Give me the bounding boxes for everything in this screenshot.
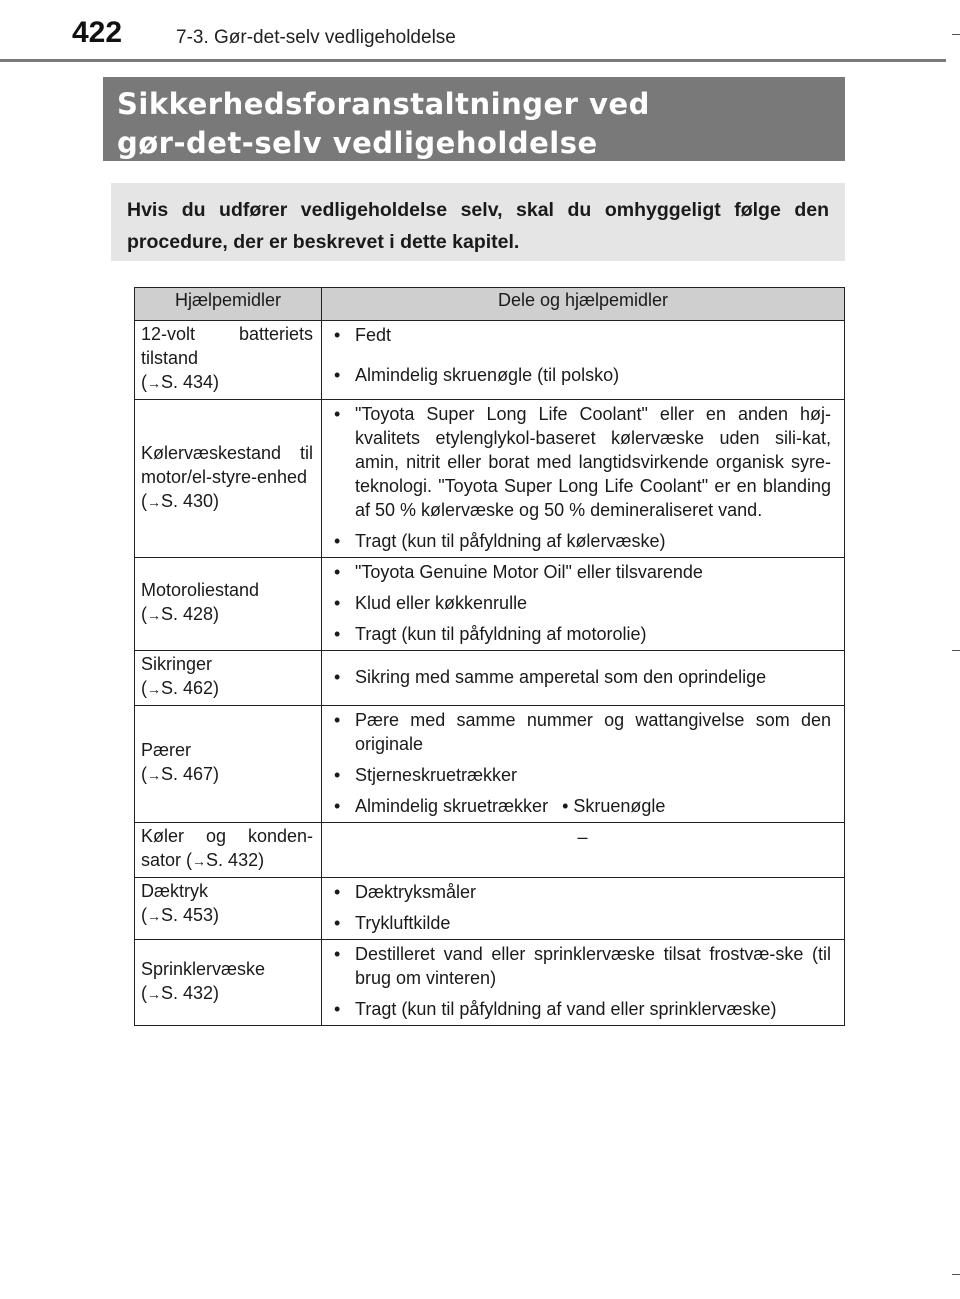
list-item: • Fedt [334,323,831,347]
page-number: 422 [72,16,123,49]
list-item: • Almindelig skruenøgle (til polsko) [334,363,831,387]
row-name: 12-volt batteriets tilstand [141,324,313,368]
page-title [103,77,845,161]
list-item: • Destilleret vand eller sprinklervæske tilsat frostvæ-ske (til brug om vinteren) [334,942,831,990]
crop-mark [952,650,960,651]
arrow-icon: → [147,681,161,697]
row-name: Motoroliestand [141,580,260,600]
arrow-icon: → [192,853,207,869]
list-item: • Tragt (kun til påfyldning af motorolie) [334,622,831,646]
list-item: • Almindelig skruetrækker • Skruenøgle [334,794,831,818]
table-row [135,823,845,878]
inline-bullet: • [562,796,569,816]
list-item: • "Toyota Genuine Motor Oil" eller tilsvarende [334,560,831,584]
row-name: Kølervæskestand til motor/el-styre-enhed [141,442,313,487]
row-name: Dæktryk [141,881,208,901]
table-row [135,558,845,651]
list-item: • Tragt (kun til påfyldning af vand eller sprinklervæske) [334,997,831,1021]
list-item: • Pære med samme nummer og wattangivelse som den originale [334,708,831,756]
arrow-icon: → [147,493,161,510]
page-reference: (→S. 430) [141,490,220,511]
arrow-icon: → [147,375,161,391]
list-item-inline: Skruenøgle [573,796,666,816]
row-items-cell [322,651,845,706]
page-title-line-2: gør-det-selv vedligeholdelse [117,126,598,160]
table-row [135,878,845,940]
row-items-cell [322,400,845,558]
page-reference: (→S. 432) [141,982,220,1003]
list-item: • Tragt (kun til påfyldning af kølervæske) [334,529,831,553]
row-items-cell [322,558,845,651]
table-row [135,400,845,558]
parts-table [134,287,845,1026]
column-header-parts: Dele og hjælpemidler [322,288,845,321]
table-row [135,940,845,1026]
arrow-icon: → [147,985,161,1002]
row-items-cell [322,321,845,400]
table-row [135,321,845,400]
row-name-cell [135,321,322,400]
row-name-cell [135,651,322,706]
table-row [135,706,845,823]
row-name-cell [135,940,322,1026]
row-name-cell [135,823,322,878]
row-name: Sprinklervæske [141,958,266,979]
table-header-row [135,288,845,321]
table-row [135,651,845,706]
list-item: • Klud eller køkkenrulle [334,591,831,615]
row-name: Køler og konden-sator [141,826,313,870]
row-name-cell [135,878,322,940]
section-label: 7-3. Gør-det-selv vedligeholdelse [176,27,456,48]
list-item: • "Toyota Super Long Life Coolant" eller en anden høj-kvalitets etylenglykol-baseret kølervæske uden sili-kat, amin, nitrit eller borat med langtidsvirkende organisk syre-teknologi. "Toyota Super Long Life Coolant" er en blanding af 50 % kølervæske og 50 % demineraliseret vand. [334,402,831,522]
page-reference: (→S. 453) [141,905,220,925]
page-reference: (→S. 432) [186,850,265,870]
row-items-cell [322,706,845,823]
header-rule [0,59,946,62]
arrow-icon: → [147,607,161,623]
list-item: • Sikring med samme amperetal som den oprindelige [334,665,831,689]
page-reference: (→S. 462) [141,678,220,698]
page-reference: (→S. 428) [141,604,220,624]
row-items-cell: – [322,823,845,878]
crop-mark [952,34,960,35]
row-name: Sikringer [141,654,213,674]
page-reference: (→S. 467) [141,764,220,784]
row-name: Pærer [141,740,192,760]
column-header-tools: Hjælpemidler [135,288,322,321]
row-items-cell [322,878,845,940]
page-reference: (→S. 434) [141,372,220,392]
list-item: • Trykluftkilde [334,911,831,935]
list-item: • Stjerneskruetrækker [334,763,831,787]
arrow-icon: → [147,767,161,783]
row-name-cell [135,706,322,823]
list-item: • Dæktryksmåler [334,880,831,904]
crop-mark [952,1274,960,1275]
page-title-line-1: Sikkerhedsforanstaltninger ved [117,87,650,121]
row-name-cell [135,400,322,558]
row-name-cell [135,558,322,651]
row-items-cell [322,940,845,1026]
intro-text: Hvis du udfører vedligeholdelse selv, skal du omhyggeligt følge den procedure, der er beskrevet i dette kapitel. [111,183,845,261]
arrow-icon: → [147,908,161,924]
